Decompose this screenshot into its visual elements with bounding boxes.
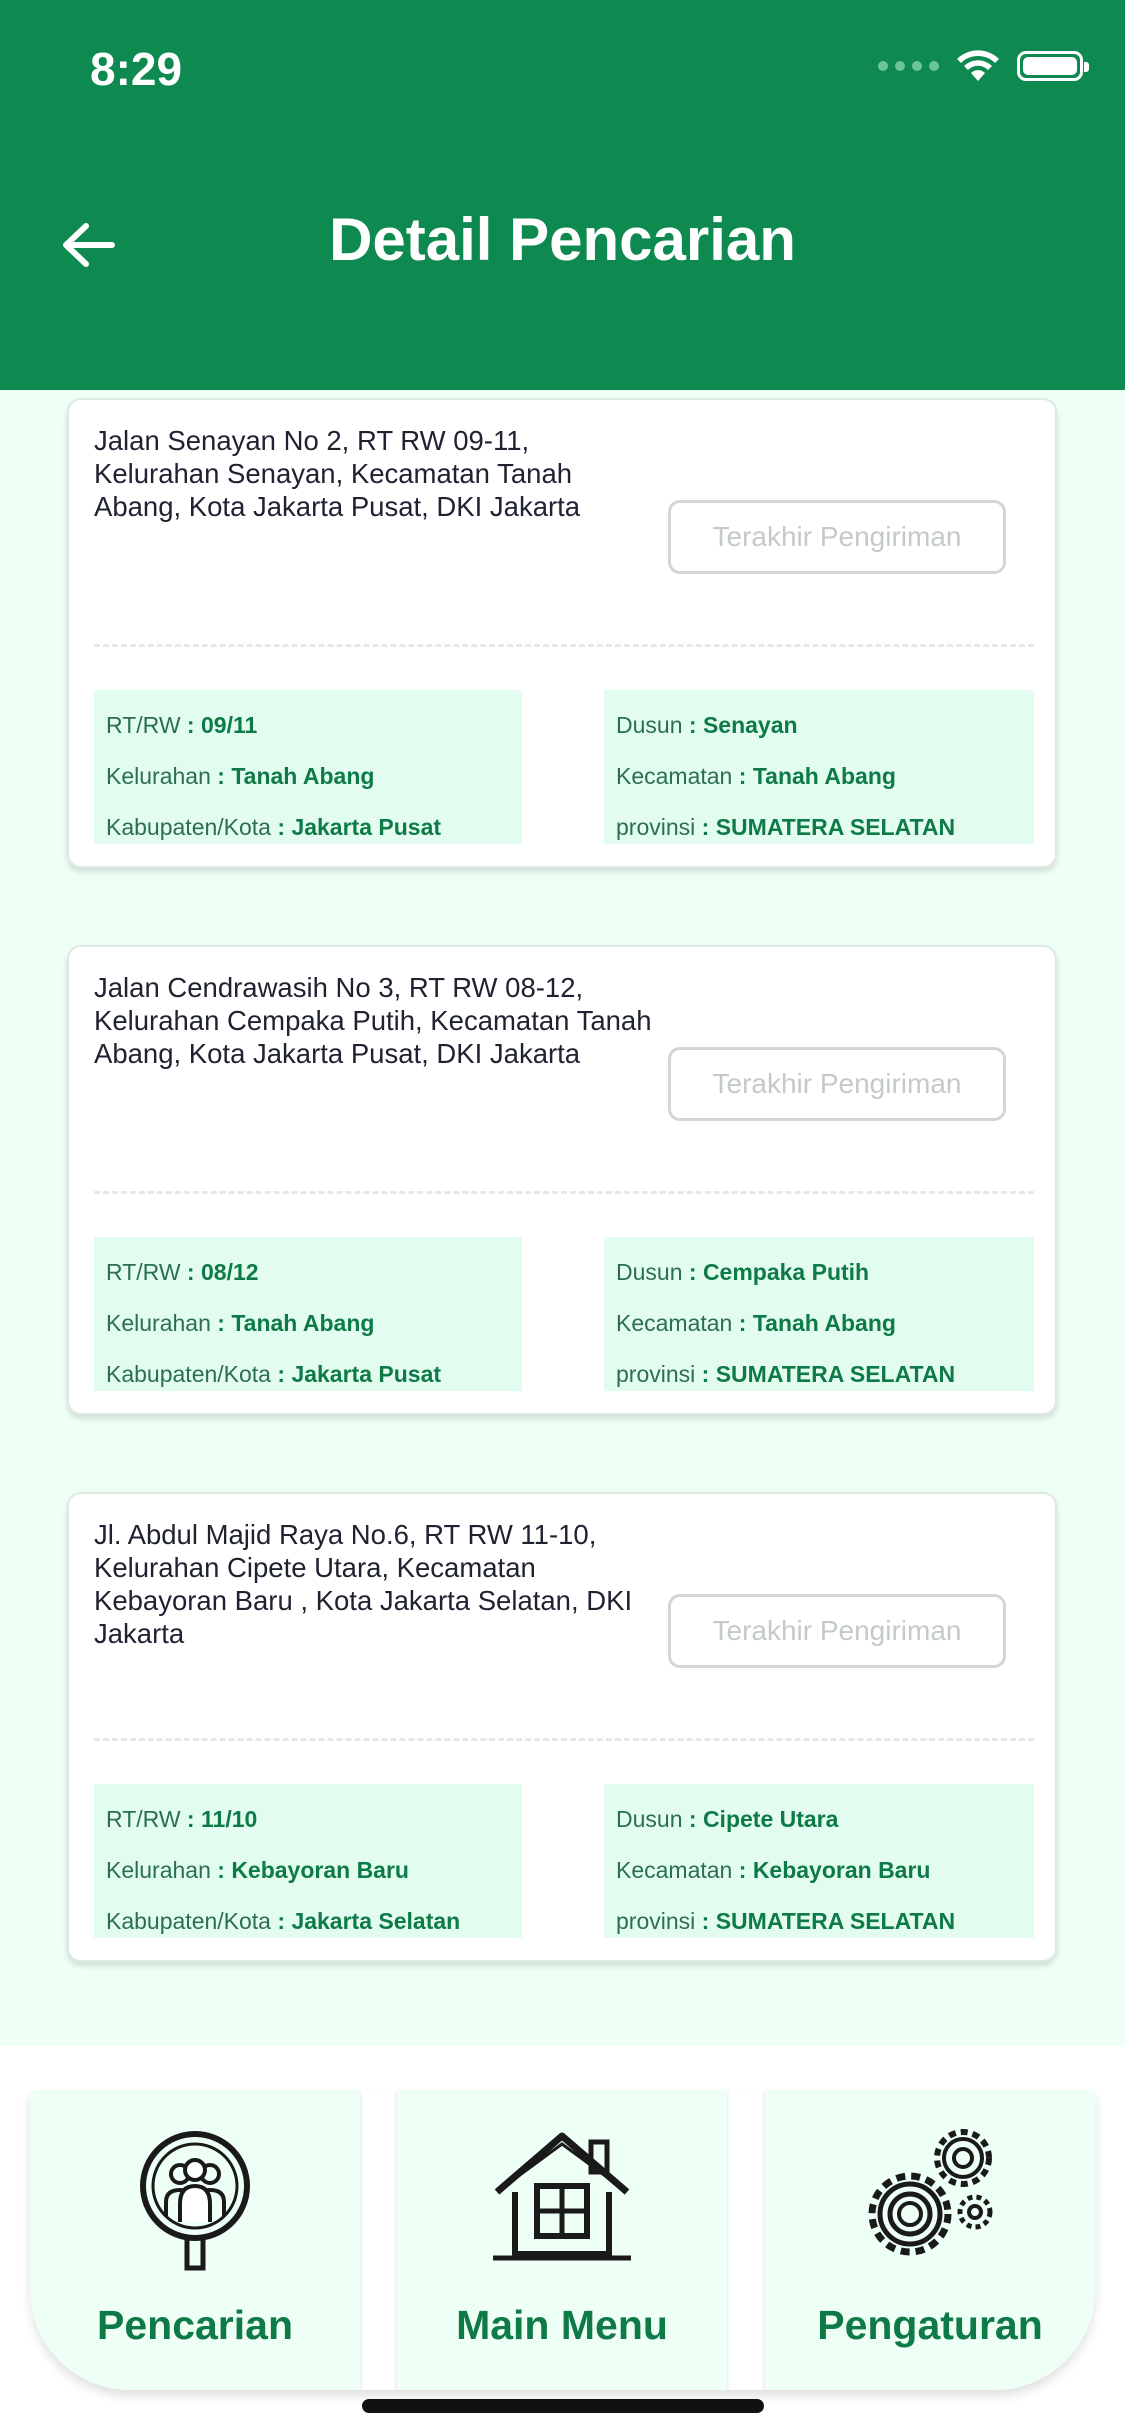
dashed-divider — [94, 644, 1034, 647]
kecamatan-row: Kecamatan : Tanah Abang — [616, 763, 896, 789]
page-title: Detail Pencarian — [329, 206, 796, 273]
dusun-row: Dusun : Cempaka Putih — [616, 1259, 870, 1285]
rtrw-row: RT/RW : 11/10 — [106, 1806, 258, 1832]
address-card — [67, 945, 1057, 1415]
info-box-left — [94, 1237, 522, 1391]
nav-tab-main-menu[interactable] — [397, 2090, 727, 2390]
gears-icon — [855, 2122, 1005, 2272]
last-shipment-button[interactable]: Terakhir Pengiriman — [668, 500, 1006, 574]
status-time: 8:29 — [90, 43, 183, 95]
wifi-icon — [955, 48, 1001, 84]
last-shipment-button[interactable]: Terakhir Pengiriman — [668, 1047, 1006, 1121]
address-card — [67, 1492, 1057, 1962]
kelurahan-row: Kelurahan : Tanah Abang — [106, 1310, 375, 1336]
kelurahan-row: Kelurahan : Tanah Abang — [106, 763, 375, 789]
kelurahan-row: Kelurahan : Kebayoran Baru — [106, 1857, 409, 1883]
app-header — [0, 0, 1125, 390]
kabupaten-row: Kabupaten/Kota : Jakarta Pusat — [106, 814, 442, 840]
nav-label: Main Menu — [456, 2302, 668, 2348]
rtrw-row: RT/RW : 08/12 — [106, 1259, 259, 1285]
address-text: Jl. Abdul Majid Raya No.6, RT RW 11-10, Kelurahan Cipete Utara, Kecamatan Kebayoran Baru , Kota Jakarta Selatan, DKI Jakarta — [94, 1519, 633, 1649]
info-box-right — [604, 1237, 1034, 1391]
info-box-right — [604, 690, 1034, 844]
nav-label: Pencarian — [97, 2302, 293, 2348]
address-text: Jalan Senayan No 2, RT RW 09-11, Kelurahan Senayan, Kecamatan Tanah Abang, Kota Jakarta Pusat, DKI Jakarta — [94, 425, 581, 522]
kabupaten-row: Kabupaten/Kota : Jakarta Pusat — [106, 1361, 442, 1387]
provinsi-row: provinsi : SUMATERA SELATAN — [616, 1361, 956, 1387]
battery-icon — [1017, 51, 1083, 81]
info-box-left — [94, 690, 522, 844]
info-box-left — [94, 1784, 522, 1938]
kecamatan-row: Kecamatan : Tanah Abang — [616, 1310, 896, 1336]
kecamatan-row: Kecamatan : Kebayoran Baru — [616, 1857, 931, 1883]
address-text: Jalan Cendrawasih No 3, RT RW 08-12, Kelurahan Cempaka Putih, Kecamatan Tanah Abang, Kota Jakarta Pusat, DKI Jakarta — [94, 972, 652, 1069]
dashed-divider — [94, 1738, 1034, 1741]
address-card — [67, 398, 1057, 868]
nav-tab-pengaturan[interactable] — [765, 2090, 1095, 2390]
info-box-right — [604, 1784, 1034, 1938]
search-people-icon — [120, 2122, 270, 2272]
house-icon — [487, 2122, 637, 2272]
home-indicator — [362, 2399, 764, 2413]
kabupaten-row: Kabupaten/Kota : Jakarta Selatan — [106, 1908, 461, 1934]
dusun-row: Dusun : Senayan — [616, 712, 798, 738]
status-icons — [878, 48, 1083, 84]
dusun-row: Dusun : Cipete Utara — [616, 1806, 839, 1832]
dashed-divider — [94, 1191, 1034, 1194]
rtrw-row: RT/RW : 09/11 — [106, 712, 258, 738]
provinsi-row: provinsi : SUMATERA SELATAN — [616, 814, 956, 840]
provinsi-row: provinsi : SUMATERA SELATAN — [616, 1908, 956, 1934]
result-list[interactable] — [0, 390, 1125, 2046]
cellular-signal-icon — [878, 61, 939, 71]
nav-tab-pencarian[interactable] — [30, 2090, 360, 2390]
bottom-navigation — [30, 2090, 1095, 2390]
last-shipment-button[interactable]: Terakhir Pengiriman — [668, 1594, 1006, 1668]
nav-label: Pengaturan — [817, 2302, 1043, 2348]
